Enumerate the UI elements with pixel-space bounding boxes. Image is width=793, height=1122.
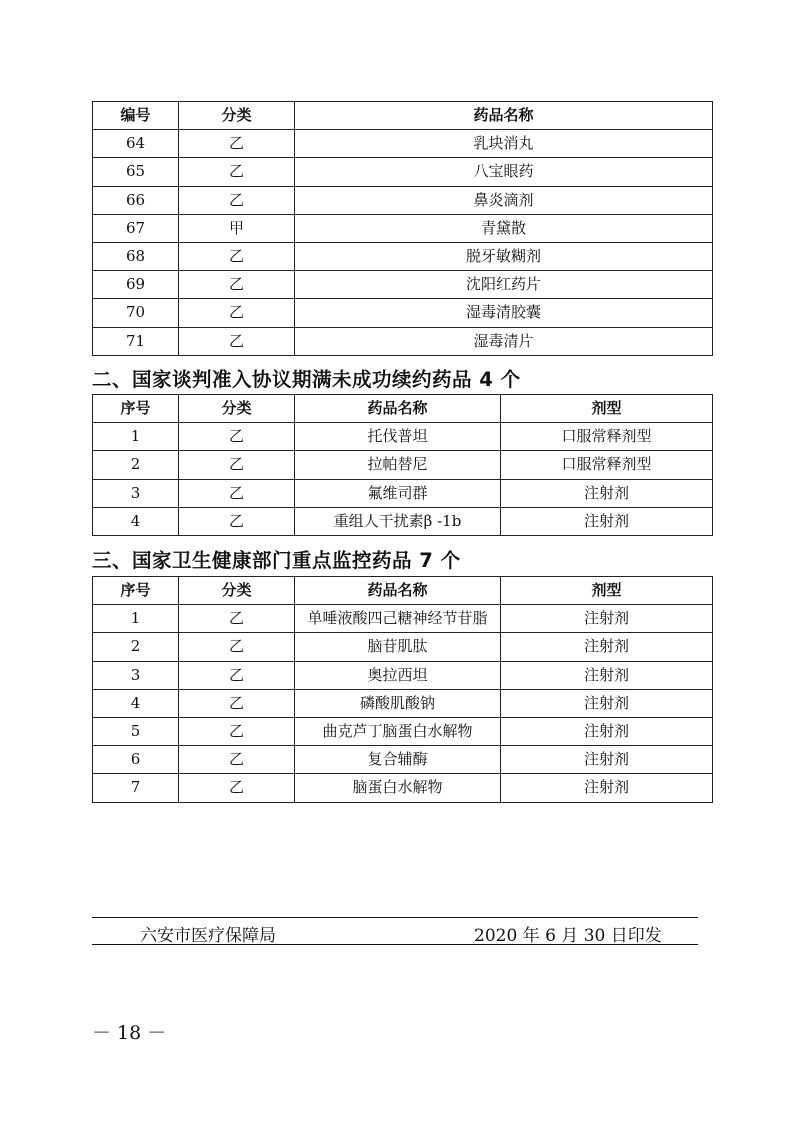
table-row bbox=[93, 661, 713, 689]
page-number: － 18 － bbox=[92, 1022, 167, 1044]
cell-seq: 4 bbox=[93, 689, 179, 717]
cell-category: 乙 bbox=[179, 130, 295, 158]
cell-seq: 5 bbox=[93, 717, 179, 745]
cell-category: 乙 bbox=[179, 242, 295, 270]
cell-drug-name: 氟维司群 bbox=[295, 479, 501, 507]
cell-category: 乙 bbox=[179, 633, 295, 661]
header-dosage-form: 剂型 bbox=[501, 577, 713, 605]
cell-seq: 3 bbox=[93, 479, 179, 507]
footer-issuer: 六安市医疗保障局 bbox=[140, 926, 276, 946]
table-row bbox=[93, 186, 713, 214]
table-row bbox=[93, 507, 713, 535]
cell-drug-name: 湿毒清胶囊 bbox=[295, 299, 713, 327]
table-row bbox=[93, 299, 713, 327]
cell-category: 乙 bbox=[179, 423, 295, 451]
cell-drug-name: 脑苷肌肽 bbox=[295, 633, 501, 661]
cell-drug-name: 托伐普坦 bbox=[295, 423, 501, 451]
cell-drug-name: 奥拉西坦 bbox=[295, 661, 501, 689]
header-number: 编号 bbox=[93, 102, 179, 130]
cell-category: 乙 bbox=[179, 689, 295, 717]
cell-category: 乙 bbox=[179, 507, 295, 535]
cell-seq: 2 bbox=[93, 633, 179, 661]
table-header-row bbox=[93, 102, 713, 130]
cell-drug-name: 脑蛋白水解物 bbox=[295, 774, 501, 802]
footer-bottom-rule bbox=[92, 944, 698, 945]
cell-seq: 6 bbox=[93, 746, 179, 774]
cell-drug-name: 脱牙敏糊剂 bbox=[295, 242, 713, 270]
cell-category: 乙 bbox=[179, 717, 295, 745]
cell-dosage-form: 注射剂 bbox=[501, 746, 713, 774]
cell-dosage-form: 口服常释剂型 bbox=[501, 423, 713, 451]
cell-category: 乙 bbox=[179, 299, 295, 327]
cell-seq: 1 bbox=[93, 423, 179, 451]
table-row bbox=[93, 158, 713, 186]
table-row bbox=[93, 633, 713, 661]
cell-dosage-form: 注射剂 bbox=[501, 633, 713, 661]
cell-seq: 1 bbox=[93, 605, 179, 633]
cell-category: 乙 bbox=[179, 158, 295, 186]
cell-dosage-form: 口服常释剂型 bbox=[501, 451, 713, 479]
cell-category: 乙 bbox=[179, 661, 295, 689]
cell-number: 70 bbox=[93, 299, 179, 327]
header-category: 分类 bbox=[179, 102, 295, 130]
table-row bbox=[93, 271, 713, 299]
table-row bbox=[93, 451, 713, 479]
cell-number: 67 bbox=[93, 214, 179, 242]
cell-drug-name: 湿毒清片 bbox=[295, 327, 713, 355]
table-row bbox=[93, 717, 713, 745]
footer-top-rule bbox=[92, 917, 698, 918]
cell-number: 68 bbox=[93, 242, 179, 270]
table-row bbox=[93, 605, 713, 633]
cell-seq: 3 bbox=[93, 661, 179, 689]
cell-dosage-form: 注射剂 bbox=[501, 661, 713, 689]
cell-seq: 7 bbox=[93, 774, 179, 802]
cell-number: 65 bbox=[93, 158, 179, 186]
header-category: 分类 bbox=[179, 395, 295, 423]
cell-category: 乙 bbox=[179, 271, 295, 299]
cell-drug-name: 单唾液酸四己糖神经节苷脂 bbox=[295, 605, 501, 633]
cell-number: 64 bbox=[93, 130, 179, 158]
table-row bbox=[93, 242, 713, 270]
cell-category: 甲 bbox=[179, 214, 295, 242]
cell-drug-name: 沈阳红药片 bbox=[295, 271, 713, 299]
header-drug-name: 药品名称 bbox=[295, 102, 713, 130]
table-row bbox=[93, 327, 713, 355]
cell-dosage-form: 注射剂 bbox=[501, 507, 713, 535]
table-row bbox=[93, 774, 713, 802]
footer-issue-date: 2020 年 6 月 30 日印发 bbox=[474, 926, 662, 946]
cell-drug-name: 拉帕替尼 bbox=[295, 451, 501, 479]
cell-category: 乙 bbox=[179, 605, 295, 633]
section-title-monitored-drugs: 三、国家卫生健康部门重点监控药品 7 个 bbox=[92, 549, 461, 572]
cell-drug-name: 鼻炎滴剂 bbox=[295, 186, 713, 214]
cell-drug-name: 复合辅酶 bbox=[295, 746, 501, 774]
cell-number: 71 bbox=[93, 327, 179, 355]
section-title-negotiated-drugs: 二、国家谈判准入协议期满未成功续约药品 4 个 bbox=[92, 368, 521, 391]
table-header-row bbox=[93, 577, 713, 605]
cell-seq: 4 bbox=[93, 507, 179, 535]
monitored-drugs-table bbox=[92, 576, 713, 803]
cell-dosage-form: 注射剂 bbox=[501, 479, 713, 507]
header-category: 分类 bbox=[179, 577, 295, 605]
cell-seq: 2 bbox=[93, 451, 179, 479]
cell-dosage-form: 注射剂 bbox=[501, 717, 713, 745]
header-dosage-form: 剂型 bbox=[501, 395, 713, 423]
cell-category: 乙 bbox=[179, 451, 295, 479]
cell-category: 乙 bbox=[179, 479, 295, 507]
header-seq: 序号 bbox=[93, 577, 179, 605]
cell-category: 乙 bbox=[179, 186, 295, 214]
header-drug-name: 药品名称 bbox=[295, 395, 501, 423]
table-row bbox=[93, 214, 713, 242]
cell-drug-name: 重组人干扰素β -1b bbox=[295, 507, 501, 535]
table-header-row bbox=[93, 395, 713, 423]
negotiated-drugs-table bbox=[92, 394, 713, 536]
drug-table-continued bbox=[92, 101, 713, 356]
cell-drug-name: 磷酸肌酸钠 bbox=[295, 689, 501, 717]
cell-number: 69 bbox=[93, 271, 179, 299]
cell-dosage-form: 注射剂 bbox=[501, 689, 713, 717]
table-row bbox=[93, 479, 713, 507]
header-seq: 序号 bbox=[93, 395, 179, 423]
table-row bbox=[93, 423, 713, 451]
header-drug-name: 药品名称 bbox=[295, 577, 501, 605]
cell-drug-name: 八宝眼药 bbox=[295, 158, 713, 186]
table-row bbox=[93, 746, 713, 774]
cell-dosage-form: 注射剂 bbox=[501, 605, 713, 633]
cell-drug-name: 乳块消丸 bbox=[295, 130, 713, 158]
cell-dosage-form: 注射剂 bbox=[501, 774, 713, 802]
cell-category: 乙 bbox=[179, 774, 295, 802]
cell-category: 乙 bbox=[179, 327, 295, 355]
table-row bbox=[93, 689, 713, 717]
cell-drug-name: 青黛散 bbox=[295, 214, 713, 242]
cell-drug-name: 曲克芦丁脑蛋白水解物 bbox=[295, 717, 501, 745]
cell-category: 乙 bbox=[179, 746, 295, 774]
table-row bbox=[93, 130, 713, 158]
cell-number: 66 bbox=[93, 186, 179, 214]
